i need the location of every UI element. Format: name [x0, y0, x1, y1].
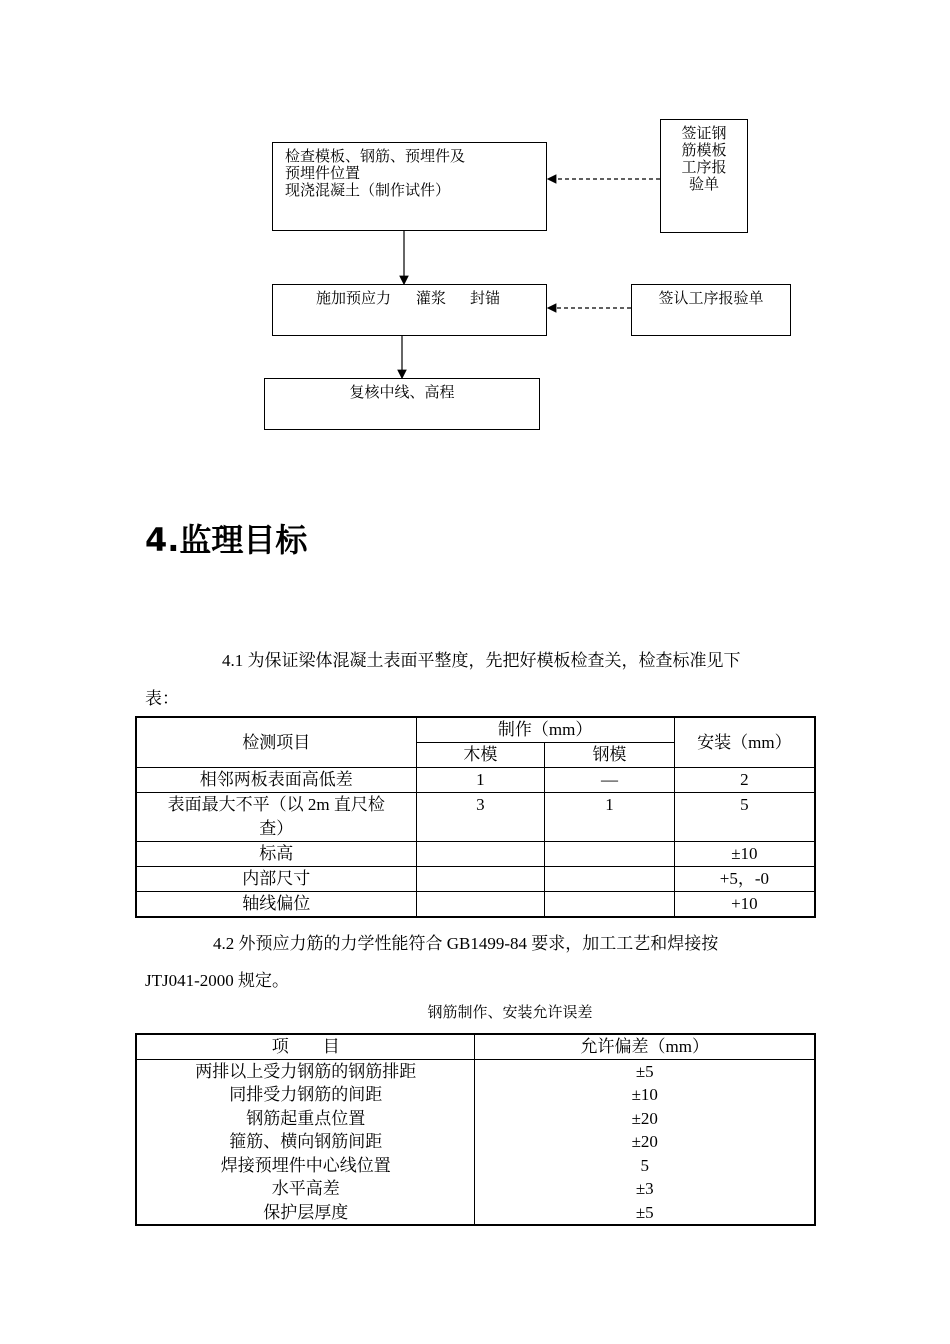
box-sign-line-2: 筋模板 — [681, 143, 727, 159]
t2-cell-item: 箍筋、横向钢筋间距 — [136, 1130, 475, 1154]
t1-cell-install: ±10 — [674, 842, 815, 867]
label-anchor: 封锚 — [470, 291, 501, 307]
label-prestress: 施加预应力 — [316, 291, 392, 307]
table-row — [136, 892, 815, 918]
box-sign-line-1: 签证钢 — [681, 126, 727, 142]
t1-cell-item-line-2: 查） — [259, 819, 294, 838]
t2-cell-item: 同排受力钢筋的间距 — [136, 1083, 475, 1107]
t1-cell-wood — [416, 892, 545, 918]
label-grout: 灌浆 — [416, 291, 447, 307]
table-row — [136, 1201, 815, 1226]
t1-cell-item: 内部尺寸 — [136, 867, 416, 892]
t1-cell-steel — [545, 867, 675, 892]
para-4-1-line-1: 4.1 为保证梁体混凝土表面平整度，先把好模板检查关，检查标准见下 — [222, 651, 741, 670]
table-row — [136, 768, 815, 793]
para-4-2-line-2: JTJ041-2000 规定。 — [145, 971, 290, 990]
section-heading: 4.监理目标 — [145, 521, 308, 559]
box-check-line-1: 检查模板、钢筋、预埋件及 — [285, 149, 466, 165]
table-row — [136, 1059, 815, 1083]
t1-header-install: 安装（mm） — [674, 717, 815, 768]
t2-cell-item: 保护层厚度 — [136, 1201, 475, 1226]
t1-cell-steel: 1 — [545, 793, 675, 842]
table2-caption: 钢筋制作、安装允许误差 — [427, 1005, 593, 1021]
table-row — [136, 1154, 815, 1178]
t1-cell-steel — [545, 842, 675, 867]
t1-cell-item-line-1: 表面最大不平（以 2m 直尺检 — [167, 795, 385, 814]
t1-cell-steel — [545, 892, 675, 918]
t1-cell-item: 轴线偏位 — [136, 892, 416, 918]
formwork-tolerance-table — [135, 716, 816, 918]
t2-cell-item: 两排以上受力钢筋的钢筋排距 — [136, 1059, 475, 1083]
table-row — [136, 1083, 815, 1107]
t2-cell-tolerance: 5 — [475, 1154, 815, 1178]
box-sign-line-4: 验单 — [688, 177, 719, 193]
box-check-line-2: 预埋件位置 — [285, 166, 361, 182]
box-check-formwork — [272, 142, 547, 231]
t1-cell-wood: 3 — [416, 793, 545, 842]
t1-cell-wood: 1 — [416, 768, 545, 793]
t1-cell-install: +5，-0 — [674, 867, 815, 892]
box-recheck-label: 复核中线、高程 — [349, 385, 455, 401]
box-sign-report-label: 签认工序报验单 — [658, 291, 764, 307]
t1-cell-wood — [416, 842, 545, 867]
t1-header-make: 制作（mm） — [416, 717, 674, 743]
para-4-1-line-2: 表： — [145, 689, 179, 708]
t1-header-steel: 钢模 — [545, 743, 675, 768]
t2-header-item: 项 目 — [136, 1034, 475, 1059]
t2-cell-tolerance: ±5 — [475, 1201, 815, 1226]
t1-cell-install: 2 — [674, 768, 815, 793]
table-row — [136, 1177, 815, 1201]
t2-cell-item: 水平高差 — [136, 1177, 475, 1201]
t1-cell-install: 5 — [674, 793, 815, 842]
table-row — [136, 867, 815, 892]
t2-cell-item: 钢筋起重点位置 — [136, 1107, 475, 1131]
t2-cell-tolerance: ±20 — [475, 1130, 815, 1154]
t2-cell-tolerance: ±3 — [475, 1177, 815, 1201]
table-row — [136, 842, 815, 867]
table-row — [136, 1130, 815, 1154]
para-4-2-line-1: 4.2 外预应力筋的力学性能符合 GB1499-84 要求，加工工艺和焊接按 — [213, 934, 719, 953]
t2-cell-tolerance: ±20 — [475, 1107, 815, 1131]
t2-header-tolerance: 允许偏差（mm） — [475, 1034, 815, 1059]
box-recheck — [264, 378, 540, 430]
t1-cell-wood — [416, 867, 545, 892]
t1-cell-install: +10 — [674, 892, 815, 918]
rebar-tolerance-table — [135, 1033, 816, 1226]
t1-cell-item: 相邻两板表面高低差 — [136, 768, 416, 793]
box-sign-rebar-report — [660, 119, 748, 233]
t1-cell-item — [136, 793, 416, 842]
t1-cell-item: 标高 — [136, 842, 416, 867]
t2-cell-tolerance: ±10 — [475, 1083, 815, 1107]
t2-cell-item: 焊接预埋件中心线位置 — [136, 1154, 475, 1178]
box-prestress-grout-anchor — [272, 284, 547, 336]
t2-cell-tolerance: ±5 — [475, 1059, 815, 1083]
box-check-line-3: 现浇混凝土（制作试件） — [285, 183, 451, 199]
t1-header-wood: 木模 — [416, 743, 545, 768]
box-sign-report — [631, 284, 791, 336]
t1-cell-steel: — — [545, 768, 675, 793]
table-row — [136, 793, 815, 842]
table-row — [136, 1107, 815, 1131]
box-sign-line-3: 工序报 — [681, 160, 727, 176]
t1-header-item: 检测项目 — [136, 717, 416, 768]
